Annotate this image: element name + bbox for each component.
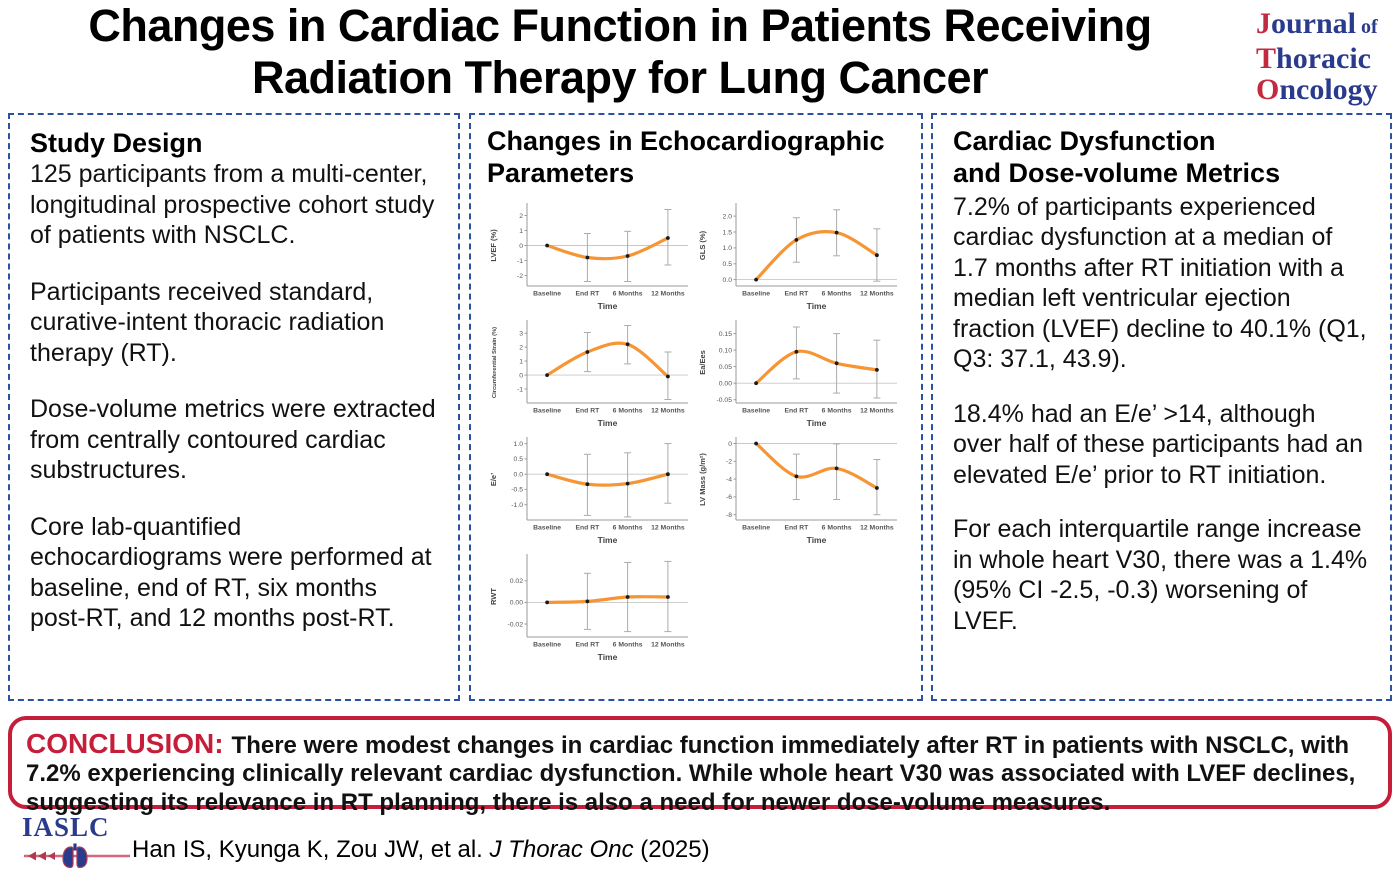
conclusion-body: There were modest changes in cardiac function immediately after RT in patients with NSCLC, with 7.2% experiencing clinically relevant cardiac dysfunction. While whole heart V30 was associated with LVEF declines, suggesting its relevance in RT planning, there is also a need for newer dose-volume measures. [26,732,1356,816]
page-title-line1: Changes in Cardiac Function in Patients Receiving [88,0,1152,51]
citation-authors: Han IS, Kyunga K, Zou JW, et al. [132,836,483,863]
conclusion-text [26,727,1374,817]
journal-logo-initial: T [1256,42,1277,75]
chart-circumferential-strain [487,315,696,432]
echo-parameters-heading: Changes in Echocardiographic Parameters [487,126,885,189]
svg-text:Time: Time [806,534,827,545]
study-design-paragraph: Core lab-quantified echocardiograms were performed at baseline, end of RT, six months post-RT, and 12 months post-RT. [30,512,432,633]
svg-text:6 Months: 6 Months [821,407,852,415]
svg-text:End RT: End RT [575,290,600,298]
study-design-paragraph: Participants received standard, curative-intent thoracic radiation therapy (RT). [30,277,385,367]
svg-text:Baseline: Baseline [533,290,562,298]
svg-text:6 Months: 6 Months [612,524,643,532]
iaslc-lung-icon [22,842,132,874]
svg-text:0.15: 0.15 [718,330,732,338]
svg-text:Time: Time [806,417,827,428]
svg-text:1.0: 1.0 [513,440,523,448]
svg-text:0.5: 0.5 [513,455,523,463]
svg-text:1: 1 [519,227,523,235]
svg-text:Time: Time [597,651,618,662]
page-title [30,0,1210,104]
svg-text:6 Months: 6 Months [612,407,643,415]
svg-text:6 Months: 6 Months [612,641,643,649]
conclusion-label: CONCLUSION: [26,728,224,759]
svg-text:3: 3 [519,330,523,338]
cardiac-heading-line1: Cardiac Dysfunction [953,126,1216,156]
svg-text:-0.05: -0.05 [716,396,732,404]
svg-text:LV Mass (g/m²): LV Mass (g/m²) [698,452,707,506]
svg-text:0.00: 0.00 [509,599,523,607]
svg-text:1.5: 1.5 [722,229,732,237]
svg-text:-0.5: -0.5 [511,486,523,494]
cardiac-heading-line2: and Dose-volume Metrics [953,158,1281,189]
svg-text:0.5: 0.5 [722,260,732,268]
study-design-paragraph: 125 participants from a multi-center, longitudinal prospective cohort study of patients with NSCLC. [30,160,435,250]
chart-lvef [487,198,696,315]
svg-text:12 Months: 12 Months [651,290,685,298]
journal-logo-line2 [1256,43,1378,74]
svg-text:Baseline: Baseline [533,641,562,649]
svg-text:6 Months: 6 Months [821,524,852,532]
svg-text:-4: -4 [725,476,732,484]
svg-text:Ea/Ees: Ea/Ees [698,349,707,375]
svg-text:0.05: 0.05 [718,363,732,371]
svg-text:Time: Time [597,534,618,545]
echo-parameters-panel [469,113,923,701]
iaslc-logo [22,814,132,874]
svg-text:Baseline: Baseline [533,407,562,415]
svg-text:0.10: 0.10 [718,347,732,355]
journal-logo-initial: O [1256,73,1280,106]
cardiac-dysfunction-panel [931,113,1392,701]
study-design-heading: Study Design [30,128,203,158]
svg-text:1.0: 1.0 [722,244,732,252]
journal-logo-line1 [1256,8,1378,43]
svg-text:0.02: 0.02 [509,577,523,585]
page-title-line2: Radiation Therapy for Lung Cancer [251,52,989,104]
svg-text:0: 0 [728,440,732,448]
svg-text:0.00: 0.00 [718,380,732,388]
svg-text:Baseline: Baseline [742,290,771,298]
study-design-paragraph: Dose-volume metrics were extracted from centrally contoured cardiac substructures. [30,395,436,485]
svg-text:12 Months: 12 Months [651,524,685,532]
svg-text:Baseline: Baseline [742,524,771,532]
svg-text:6 Months: 6 Months [821,290,852,298]
svg-text:Baseline: Baseline [533,524,562,532]
svg-text:End RT: End RT [575,407,600,415]
svg-text:-2: -2 [725,458,732,466]
svg-text:End RT: End RT [784,407,809,415]
chart-gls [696,198,905,315]
svg-text:Time: Time [597,417,618,428]
svg-text:E/e’: E/e’ [489,472,498,486]
svg-text:12 Months: 12 Months [860,524,894,532]
iaslc-wordmark: IASLC [22,812,110,842]
chart-ea-ees [696,315,905,432]
journal-logo-suffix: of [1361,16,1378,38]
journal-logo-rest: ncology [1279,73,1378,106]
svg-text:Circumferential Strain (%): Circumferential Strain (%) [492,326,498,398]
svg-text:-0.02: -0.02 [507,621,523,629]
journal-thoracic-oncology-logo [1256,8,1378,105]
svg-text:0: 0 [519,372,523,380]
conclusion-box [8,716,1392,816]
study-design-panel [8,113,460,701]
svg-text:End RT: End RT [784,290,809,298]
svg-text:-1.0: -1.0 [511,501,523,509]
svg-text:12 Months: 12 Months [860,407,894,415]
svg-text:End RT: End RT [575,524,600,532]
svg-text:6 Months: 6 Months [612,290,643,298]
svg-text:12 Months: 12 Months [651,641,685,649]
svg-text:12 Months: 12 Months [860,290,894,298]
journal-logo-line3 [1256,74,1378,105]
svg-text:0.0: 0.0 [722,276,732,284]
svg-text:2: 2 [519,344,523,352]
citation-year: (2025) [640,836,710,863]
chart-lv-mass [696,432,905,549]
svg-text:-2: -2 [516,272,523,280]
svg-text:12 Months: 12 Months [651,407,685,415]
svg-text:Time: Time [597,300,618,311]
svg-text:0.0: 0.0 [513,471,523,479]
journal-logo-rest: horacic [1276,42,1371,75]
cardiac-paragraph: 7.2% of participants experienced cardiac dysfunction at a median of 1.7 months after RT initiation with a median left ventricular ejection fraction (LVEF) decline to 40.1% (Q1, Q3: 37.1, 43.9). [953,192,1367,374]
svg-text:2.0: 2.0 [722,213,732,221]
citation [132,836,710,864]
svg-text:1: 1 [519,358,523,366]
svg-text:Baseline: Baseline [742,407,771,415]
citation-journal: J Thorac Onc [489,836,634,863]
svg-text:RWT: RWT [489,587,498,605]
svg-text:-1: -1 [516,386,523,394]
journal-logo-rest: ournal [1271,7,1357,40]
svg-text:-8: -8 [725,511,732,519]
svg-text:GLS (%): GLS (%) [698,230,707,260]
svg-text:-1: -1 [516,257,523,265]
svg-text:End RT: End RT [575,641,600,649]
svg-text:End RT: End RT [784,524,809,532]
journal-logo-initial: J [1256,7,1271,40]
cardiac-paragraph: 18.4% had an E/e’ >14, although over half of these participants had an elevated E/e’ prior to RT initiation. [953,399,1363,489]
svg-text:0: 0 [519,242,523,250]
svg-text:Time: Time [806,300,827,311]
chart-e-over-e-prime [487,432,696,549]
svg-text:2: 2 [519,212,523,220]
cardiac-paragraph: For each interquartile range increase in whole heart V30, there was a 1.4% (95% CI -2.5, -0.3) worsening of LVEF. [953,515,1368,635]
chart-rwt [487,549,696,666]
charts-grid [487,198,905,666]
svg-text:LVEF (%): LVEF (%) [489,229,498,262]
svg-text:-6: -6 [725,493,732,501]
